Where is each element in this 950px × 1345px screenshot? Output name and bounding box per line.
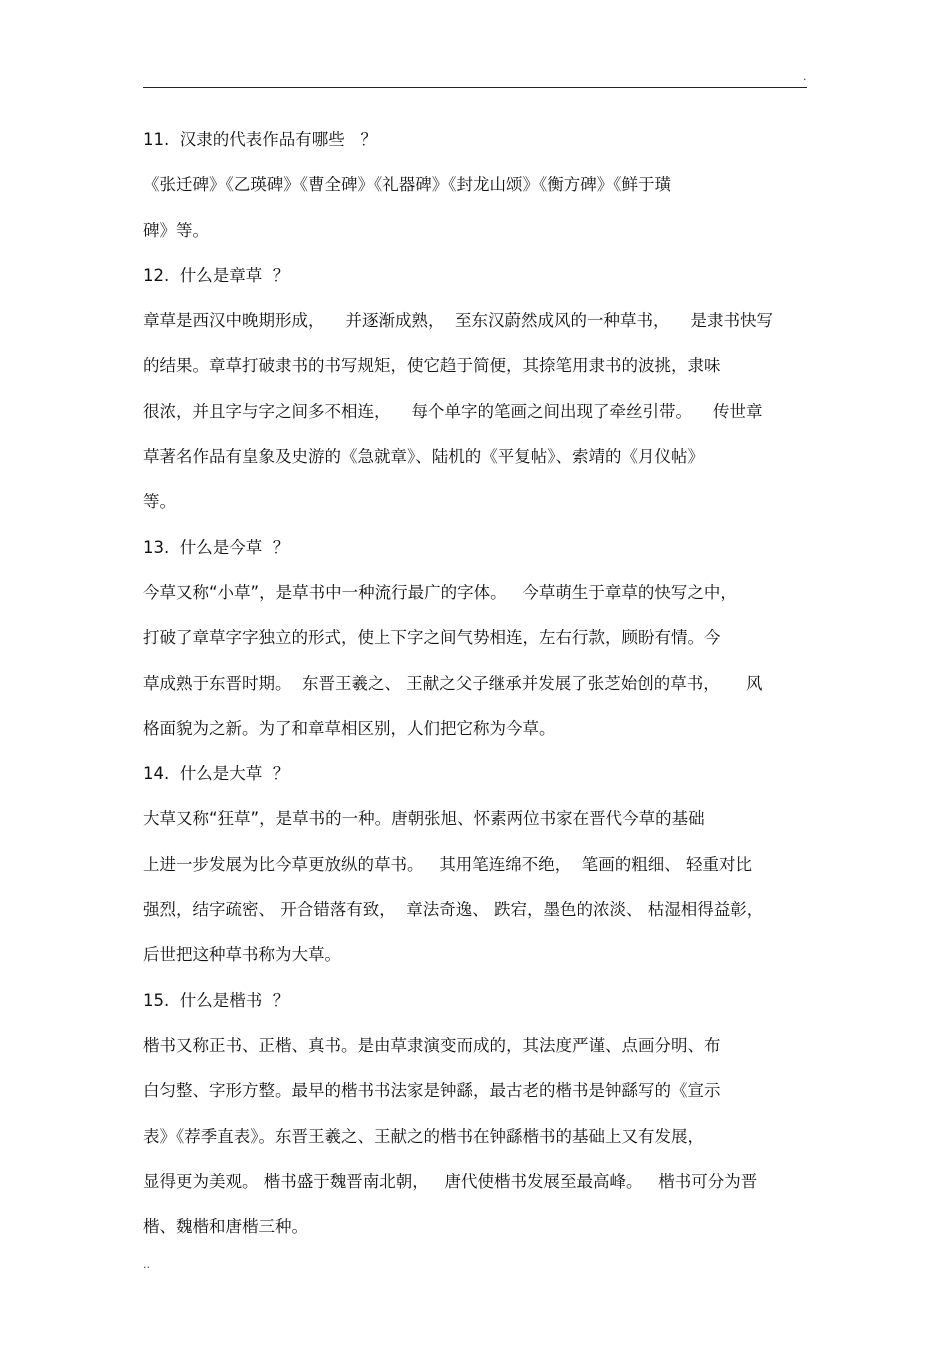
text-line: 格面貌为之新。为了和章草相区别，人们把它称为今草。 bbox=[143, 718, 556, 738]
text-line: 碑》等。 bbox=[143, 220, 209, 240]
text-line: 草成熟于东晋时期。 东晋王羲之、 王献之父子继承并发展了张芝始创的草书， 风 bbox=[143, 673, 763, 693]
text-line: 大草又称“狂草”，是草书的一种。唐朝张旭、怀素两位书家在晋代今草的基础 bbox=[143, 809, 705, 829]
text-line: 等。 bbox=[143, 492, 176, 512]
text-line: 《张迁碑》《乙瑛碑》《曹全碑》《礼器碑》《封龙山颂》《衡方碑》《鲜于璜 bbox=[143, 175, 671, 195]
text-line: 显得更为美观。 楷书盛于魏晋南北朝， 唐代使楷书发展至最高峰。 楷书可分为晋 bbox=[143, 1171, 758, 1191]
text-line: 很浓，并且字与字之间多不相连， 每个单字的笔画之间出现了牵丝引带。 传世章 bbox=[143, 401, 763, 421]
text-line: 14. 什么是大草 ？ bbox=[143, 764, 290, 784]
text-line: 13. 什么是今草 ？ bbox=[143, 537, 290, 557]
text-line: 白匀整、字形方整。最早的楷书书法家是钟繇，最古老的楷书是钟繇写的《宣示 bbox=[143, 1081, 721, 1101]
document-body bbox=[143, 117, 807, 1249]
text-line: 表》《荐季直表》。东晋王羲之、王献之的楷书在钟繇楷书的基础上又有发展， bbox=[143, 1126, 704, 1146]
text-line: 打破了章草字字独立的形式，使上下字之间气势相连，左右行款，顾盼有情。今 bbox=[143, 628, 721, 648]
text-line: 楷、魏楷和唐楷三种。 bbox=[143, 1217, 308, 1237]
text-line: 后世把这种草书称为大草。 bbox=[143, 945, 341, 965]
text-line: 11. 汉隶的代表作品有哪些 ？ bbox=[143, 130, 377, 149]
text-line: 12. 什么是章草 ？ bbox=[143, 265, 290, 285]
header-rule bbox=[143, 87, 807, 88]
text-line: 的结果。章草打破隶书的书写规矩，使它趋于简便，其捺笔用隶书的波挑，隶味 bbox=[143, 356, 721, 376]
text-line: 强烈，结字疏密、 开合错落有致， 章法奇逸、 跌宕，墨色的浓淡、 枯湿相得益彰， bbox=[143, 900, 764, 920]
text-line: 15. 什么是楷书 ？ bbox=[143, 990, 290, 1010]
footer-mark: .. bbox=[143, 1258, 150, 1271]
text-line: 今草又称“小草”，是草书中一种流行最广的字体。 今草萌生于章草的快写之中， bbox=[143, 582, 737, 602]
header-mark: . bbox=[803, 70, 807, 83]
text-line: 上进一步发展为比今草更放纵的草书。 其用笔连绵不绝， 笔画的粗细、 轻重对比 bbox=[143, 854, 752, 874]
text-line: 章草是西汉中晚期形成， 并逐渐成熟， 至东汉蔚然成风的一种草书， 是隶书快写 bbox=[143, 311, 773, 331]
text-line: 楷书又称正书、正楷、真书。是由草隶演变而成的，其法度严谨、点画分明、布 bbox=[143, 1035, 721, 1055]
text-line: 草著名作品有皇象及史游的《急就章》、陆机的《平复帖》、索靖的《月仪帖》 bbox=[143, 447, 704, 467]
